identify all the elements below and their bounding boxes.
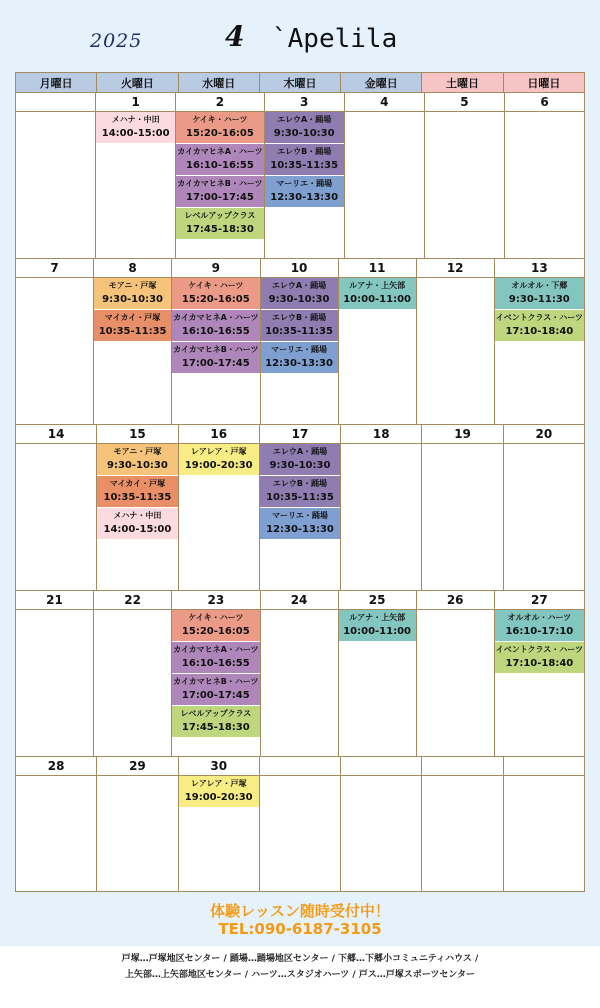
day-cell (504, 757, 584, 891)
lesson-event (495, 610, 584, 642)
day-number: 2 (176, 93, 263, 112)
lesson-event (265, 176, 344, 208)
day-cell (16, 93, 96, 259)
lesson-name: エレウA・踊場 (271, 281, 327, 290)
lesson-name: ルアナ・上矢部 (349, 613, 406, 622)
day-number: 28 (16, 757, 96, 776)
lesson-event (97, 444, 177, 476)
day-cell (265, 93, 345, 259)
day-cell (179, 757, 260, 891)
lesson-time: 9:30-10:30 (268, 294, 330, 305)
lesson-time: 16:10-16:55 (186, 160, 254, 171)
day-cell (172, 591, 260, 757)
day-number (341, 757, 421, 776)
day-number: 3 (265, 93, 344, 112)
lesson-event (94, 310, 171, 342)
lesson-time: 10:35-11:35 (266, 492, 334, 503)
week-row (16, 757, 584, 891)
lesson-time: 17:00-17:45 (181, 358, 250, 369)
lesson-time: 17:00-17:45 (181, 690, 250, 701)
lesson-name: マイカイ・戸塚 (109, 479, 166, 488)
phone-number[interactable]: TEL:090-6187-3105 (218, 920, 382, 938)
week-row (16, 425, 584, 591)
lesson-event (495, 310, 584, 342)
month-name: `Apelila (272, 24, 398, 54)
calendar-header (0, 0, 600, 72)
lesson-name: カイカマヒネB・ハーツ (173, 345, 259, 354)
day-cell (261, 259, 339, 425)
lesson-name: ケイキ・ハーツ (188, 281, 244, 290)
lesson-name: マーリエ・踊場 (272, 511, 328, 520)
trial-lesson-text: 体験レッスン随時受付中！ (210, 902, 390, 920)
day-number: 27 (495, 591, 584, 610)
day-number: 8 (94, 259, 171, 278)
lesson-event (172, 310, 259, 342)
lesson-name: イベントクラス・ハーツ (495, 313, 583, 322)
day-cell (97, 757, 178, 891)
lesson-event (179, 776, 259, 808)
weekday-header-row (16, 73, 584, 93)
weekday-header: 土曜日 (422, 73, 503, 93)
lesson-time: 9:30-10:30 (102, 294, 164, 305)
day-number: 26 (417, 591, 494, 610)
lesson-event (261, 310, 338, 342)
lesson-time: 9:30-10:30 (273, 128, 335, 139)
day-cell (179, 425, 260, 591)
weekday-header: 月曜日 (16, 73, 97, 93)
venue-legend (0, 946, 600, 1008)
lesson-time: 15:20-16:05 (181, 294, 250, 305)
lesson-name: マーリエ・踊場 (276, 179, 333, 188)
day-cell (260, 757, 341, 891)
weekday-header: 水曜日 (179, 73, 260, 93)
day-number: 30 (179, 757, 259, 776)
lesson-name: エレウA・踊場 (277, 115, 332, 124)
lesson-name: モアニ・戸塚 (113, 447, 162, 456)
day-cell (260, 425, 341, 591)
day-cell (504, 425, 584, 591)
lesson-event (97, 476, 177, 508)
day-cell (417, 259, 495, 425)
lesson-event (176, 144, 263, 176)
lesson-event (172, 342, 259, 374)
lesson-event (261, 278, 338, 310)
legend-line: 戸塚…戸塚地区センター / 踊場…踊場地区センター / 下郷…下郷小コミュニティハウス / (121, 954, 479, 964)
lesson-name: ケイキ・ハーツ (188, 613, 244, 622)
lesson-time: 10:35-11:35 (103, 492, 172, 503)
lesson-time: 19:00-20:30 (184, 792, 253, 803)
lesson-time: 10:35-11:35 (265, 326, 333, 337)
day-number: 22 (94, 591, 171, 610)
day-number: 20 (504, 425, 584, 444)
lesson-time: 9:30-10:30 (269, 460, 331, 471)
day-cell (495, 259, 584, 425)
day-number: 19 (422, 425, 502, 444)
lesson-name: カイカマヒネA・ハーツ (173, 313, 259, 322)
day-cell (16, 425, 97, 591)
day-number: 1 (96, 93, 175, 112)
lesson-time: 14:00-15:00 (103, 524, 172, 535)
day-number: 24 (261, 591, 338, 610)
lesson-event (339, 278, 416, 310)
weekday-header: 木曜日 (260, 73, 341, 93)
lesson-name: カイカマヒネB・ハーツ (177, 179, 263, 188)
lesson-event (261, 342, 338, 374)
lesson-name: マーリエ・踊場 (271, 345, 327, 354)
lesson-event (172, 610, 259, 642)
lesson-name: オルオル・ハーツ (507, 613, 572, 622)
lesson-time: 16:10-16:55 (181, 658, 250, 669)
lesson-time: 17:45-18:30 (186, 224, 254, 235)
lesson-event (172, 278, 259, 310)
monthly-calendar (15, 72, 585, 892)
day-number: 9 (172, 259, 259, 278)
day-cell (94, 591, 172, 757)
day-number: 21 (16, 591, 93, 610)
day-cell (176, 93, 264, 259)
week-row (16, 591, 584, 757)
lesson-time: 12:30-13:30 (270, 192, 339, 203)
day-cell (96, 93, 176, 259)
day-cell (345, 93, 425, 259)
lesson-time: 17:45-18:30 (181, 722, 250, 733)
day-number: 29 (97, 757, 177, 776)
lesson-event (260, 444, 340, 476)
lesson-event (176, 208, 263, 240)
day-number (260, 757, 340, 776)
weekday-header: 金曜日 (341, 73, 422, 93)
lesson-event (265, 144, 344, 176)
day-cell (97, 425, 178, 591)
lesson-name: マイカイ・戸塚 (104, 313, 161, 322)
day-number: 17 (260, 425, 340, 444)
day-number: 6 (505, 93, 584, 112)
lesson-name: オルオル・下郷 (511, 281, 568, 290)
lesson-time: 15:20-16:05 (186, 128, 254, 139)
lesson-event (495, 278, 584, 310)
lesson-time: 12:30-13:30 (265, 358, 333, 369)
lesson-event (176, 112, 263, 144)
day-number: 12 (417, 259, 494, 278)
day-number: 15 (97, 425, 177, 444)
lesson-event (96, 112, 175, 144)
month-number: 4 (225, 20, 245, 53)
lesson-name: メハナ・中田 (111, 115, 160, 124)
lesson-time: 17:00-17:45 (186, 192, 254, 203)
weekday-header: 火曜日 (97, 73, 178, 93)
legend-line: 上矢部…上矢部地区センター / ハーツ…スタジオハーツ / 戸ス…戸塚スポーツセンター (124, 970, 476, 980)
lesson-event (260, 508, 340, 540)
lesson-time: 15:20-16:05 (181, 626, 250, 637)
day-cell (339, 591, 417, 757)
lesson-name: カイカマヒネB・ハーツ (173, 677, 259, 686)
lesson-event (176, 176, 263, 208)
lesson-name: イベントクラス・ハーツ (495, 645, 583, 654)
day-cell (341, 757, 422, 891)
week-row (16, 93, 584, 259)
day-cell (417, 591, 495, 757)
day-number: 23 (172, 591, 259, 610)
day-cell (261, 591, 339, 757)
day-number: 25 (339, 591, 416, 610)
day-cell (172, 259, 260, 425)
lesson-event (172, 706, 259, 738)
lesson-time: 10:00-11:00 (343, 626, 412, 637)
lesson-time: 9:30-10:30 (106, 460, 168, 471)
trial-lesson-banner (0, 902, 600, 938)
day-number: 16 (179, 425, 259, 444)
lesson-name: エレウB・踊場 (272, 479, 328, 488)
lesson-event (172, 642, 259, 674)
day-cell (339, 259, 417, 425)
lesson-name: レアレア・戸塚 (190, 779, 247, 788)
day-number: 5 (425, 93, 504, 112)
lesson-name: カイカマヒネA・ハーツ (177, 147, 263, 156)
lesson-time: 19:00-20:30 (184, 460, 253, 471)
lesson-time: 10:00-11:00 (343, 294, 412, 305)
lesson-event (179, 444, 259, 476)
lesson-time: 16:10-17:10 (505, 626, 574, 637)
lesson-time: 12:30-13:30 (266, 524, 334, 535)
lesson-name: ケイキ・ハーツ (192, 115, 248, 124)
day-number: 10 (261, 259, 338, 278)
lesson-event (339, 610, 416, 642)
lesson-time: 17:10-18:40 (505, 326, 574, 337)
lesson-name: エレウA・踊場 (272, 447, 328, 456)
lesson-time: 9:30-11:30 (508, 294, 570, 305)
day-number (504, 757, 584, 776)
day-cell (425, 93, 505, 259)
lesson-event (94, 278, 171, 310)
day-number: 11 (339, 259, 416, 278)
lesson-event (172, 674, 259, 706)
lesson-time: 17:10-18:40 (505, 658, 574, 669)
lesson-name: レベルアップクラス (180, 709, 252, 718)
lesson-name: レアレア・戸塚 (190, 447, 247, 456)
lesson-name: レベルアップクラス (184, 211, 256, 220)
day-cell (505, 93, 584, 259)
lesson-time: 10:35-11:35 (98, 326, 167, 337)
day-number (16, 93, 95, 112)
day-number (422, 757, 502, 776)
lesson-event (260, 476, 340, 508)
day-number: 14 (16, 425, 96, 444)
week-row (16, 259, 584, 425)
weekday-header: 日曜日 (504, 73, 584, 93)
lesson-name: メハナ・中田 (113, 511, 162, 520)
year-label: 2025 (90, 30, 143, 52)
day-number: 13 (495, 259, 584, 278)
lesson-name: カイカマヒネA・ハーツ (173, 645, 259, 654)
day-cell (422, 425, 503, 591)
lesson-time: 14:00-15:00 (101, 128, 170, 139)
day-cell (16, 757, 97, 891)
day-number: 18 (341, 425, 421, 444)
lesson-time: 16:10-16:55 (181, 326, 250, 337)
day-cell (422, 757, 503, 891)
lesson-name: モアニ・戸塚 (108, 281, 157, 290)
day-cell (16, 591, 94, 757)
lesson-name: エレウB・踊場 (277, 147, 332, 156)
lesson-event (97, 508, 177, 540)
lesson-name: ルアナ・上矢部 (349, 281, 406, 290)
day-number: 4 (345, 93, 424, 112)
lesson-event (495, 642, 584, 674)
day-number: 7 (16, 259, 93, 278)
lesson-event (265, 112, 344, 144)
lesson-time: 10:35-11:35 (270, 160, 339, 171)
lesson-name: エレウB・踊場 (271, 313, 327, 322)
day-cell (495, 591, 584, 757)
day-cell (16, 259, 94, 425)
day-cell (94, 259, 172, 425)
day-cell (341, 425, 422, 591)
